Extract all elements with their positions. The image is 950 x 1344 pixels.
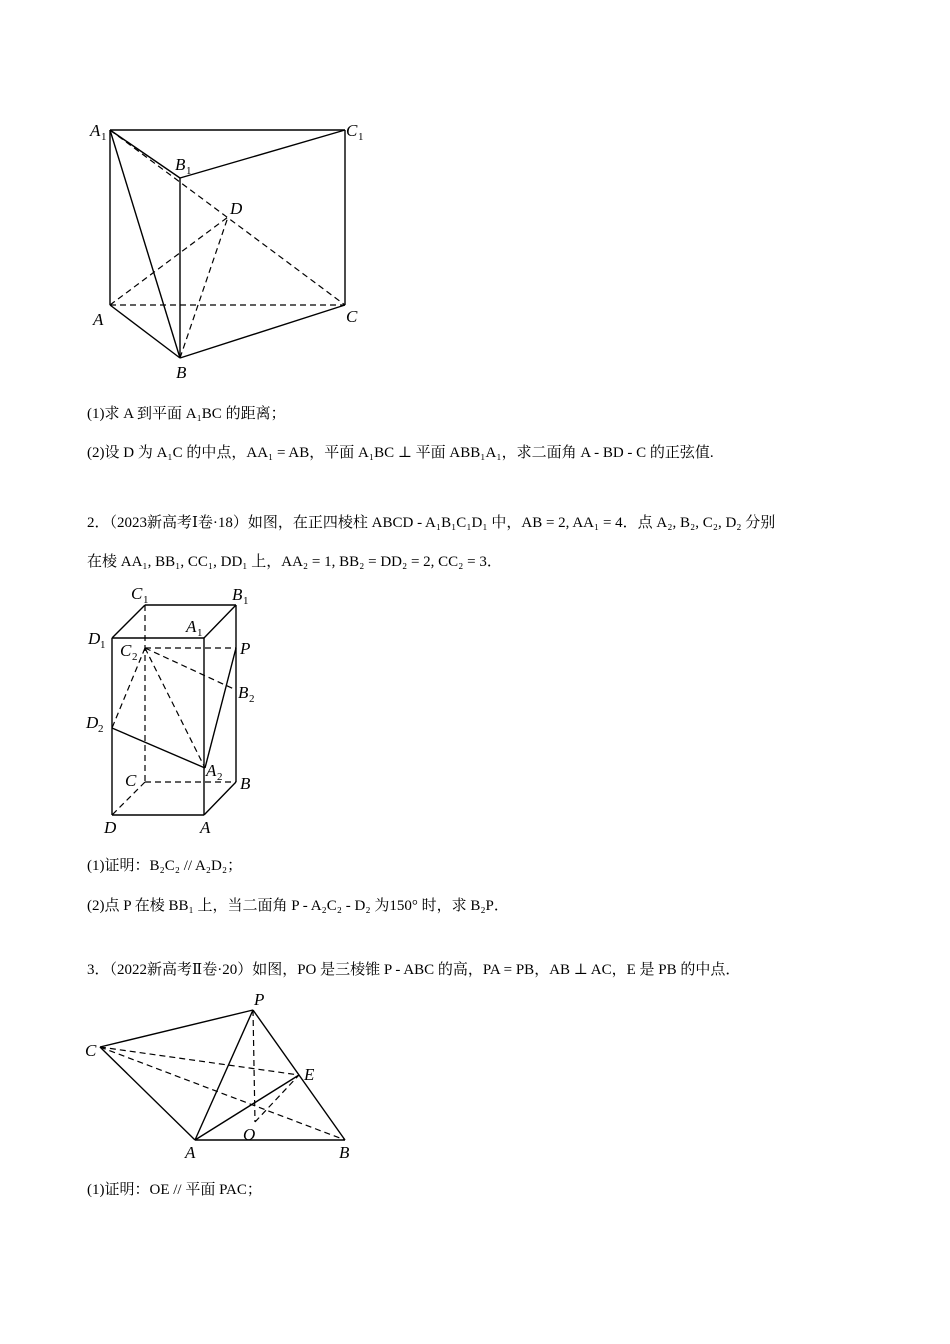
edge-b-c xyxy=(180,305,345,358)
figure-square-prism xyxy=(80,580,280,840)
edge-d2-a2 xyxy=(112,728,205,768)
edge-a2-p xyxy=(205,648,236,768)
label-b: B xyxy=(176,363,187,382)
edge-a-b xyxy=(204,782,236,815)
label-d: D xyxy=(230,199,243,218)
dashed-a-d xyxy=(110,217,228,305)
svg-text:1: 1 xyxy=(143,594,149,606)
dashed-c2-d2 xyxy=(112,648,145,728)
dashed-c2-a2 xyxy=(145,648,205,768)
label-b1: B xyxy=(232,585,243,604)
p2-q2: (2)点 P 在棱 BB₁ 上，当二面角 P - A₂C₂ - D₂ 为150° 时，求 B₂P． xyxy=(87,898,509,914)
edge-b1-a1 xyxy=(204,605,236,638)
edge-c1-d1 xyxy=(112,605,145,638)
label-a1: A xyxy=(186,617,197,636)
label-d: D xyxy=(104,818,117,837)
edge-c-a xyxy=(100,1047,195,1140)
svg-text:2: 2 xyxy=(249,693,255,705)
svg-text:1: 1 xyxy=(100,639,106,651)
svg-text:2: 2 xyxy=(217,771,223,783)
svg-text:2: 2 xyxy=(132,651,138,663)
label-c: C xyxy=(346,307,358,326)
p2-stem1: 2．（2023新高考Ⅰ卷·18）如图，在正四棱柱 ABCD - A₁B₁C₁D₁ 中，AB = 2, AA₁ = 4．点 A₂, B₂, C₂, D₂ 分别 xyxy=(87,515,776,531)
p3-q1: (1)证明：OE // 平面 PAC； xyxy=(87,1182,262,1198)
dashed-c-e xyxy=(100,1047,299,1075)
dashed-c-b xyxy=(100,1047,345,1140)
p1-q1: (1)求 A 到平面 A₁BC 的距离； xyxy=(87,406,286,422)
label-b1: B xyxy=(175,155,186,174)
label-a2: A xyxy=(206,761,217,780)
p3-stem: 3．（2022新高考Ⅱ卷·20）如图，PO 是三棱锥 P - ABC 的高，PA = PB，AB ⊥ AC，E 是 PB 的中点． xyxy=(87,962,741,978)
label-d2: D xyxy=(86,713,99,732)
edge-b1-c1 xyxy=(180,130,345,178)
label-a: A xyxy=(185,1143,196,1162)
p1-q2: (2)设 D 为 A₁C 的中点，AA₁ = AB，平面 A₁BC ⊥ 平面 ABB₁A₁，求二面角 A - BD - C 的正弦值. xyxy=(87,445,714,461)
label-c1: C xyxy=(346,121,358,140)
p2-stem2: 在棱 AA₁, BB₁, CC₁, DD₁ 上，AA₂ = 1, BB₂ = DD₂ = 2, CC₂ = 3． xyxy=(87,554,502,570)
label-c1: C xyxy=(131,584,143,603)
figure-pyramid xyxy=(80,985,370,1165)
svg-text:1: 1 xyxy=(186,165,192,177)
label-p: P xyxy=(254,990,265,1009)
label-b2: B xyxy=(238,683,249,702)
label-a: A xyxy=(93,310,104,329)
svg-text:1: 1 xyxy=(101,131,107,143)
dashed-c2-b2 xyxy=(145,648,236,690)
edge-c-p xyxy=(100,1010,253,1047)
edge-p-a xyxy=(195,1010,253,1140)
svg-text:2: 2 xyxy=(98,723,104,735)
svg-text:1: 1 xyxy=(358,131,364,143)
label-a: A xyxy=(200,818,211,837)
label-b: B xyxy=(240,774,251,793)
label-e: E xyxy=(304,1065,315,1084)
label-d1: D xyxy=(88,629,101,648)
edge-a1-b xyxy=(110,130,180,358)
label-c: C xyxy=(125,771,137,790)
label-a1: A xyxy=(90,121,101,140)
label-b: B xyxy=(339,1143,350,1162)
figure-prism xyxy=(80,115,380,385)
edge-a-b xyxy=(110,305,180,358)
svg-text:1: 1 xyxy=(197,627,203,639)
svg-text:1: 1 xyxy=(243,595,249,607)
label-o: O xyxy=(243,1125,256,1144)
label-c2: C xyxy=(120,641,132,660)
p2-q1: (1)证明：B₂C₂ // A₂D₂； xyxy=(87,858,243,874)
label-c: C xyxy=(85,1041,97,1060)
label-p: P xyxy=(240,639,251,658)
dashed-b-d xyxy=(180,217,228,358)
